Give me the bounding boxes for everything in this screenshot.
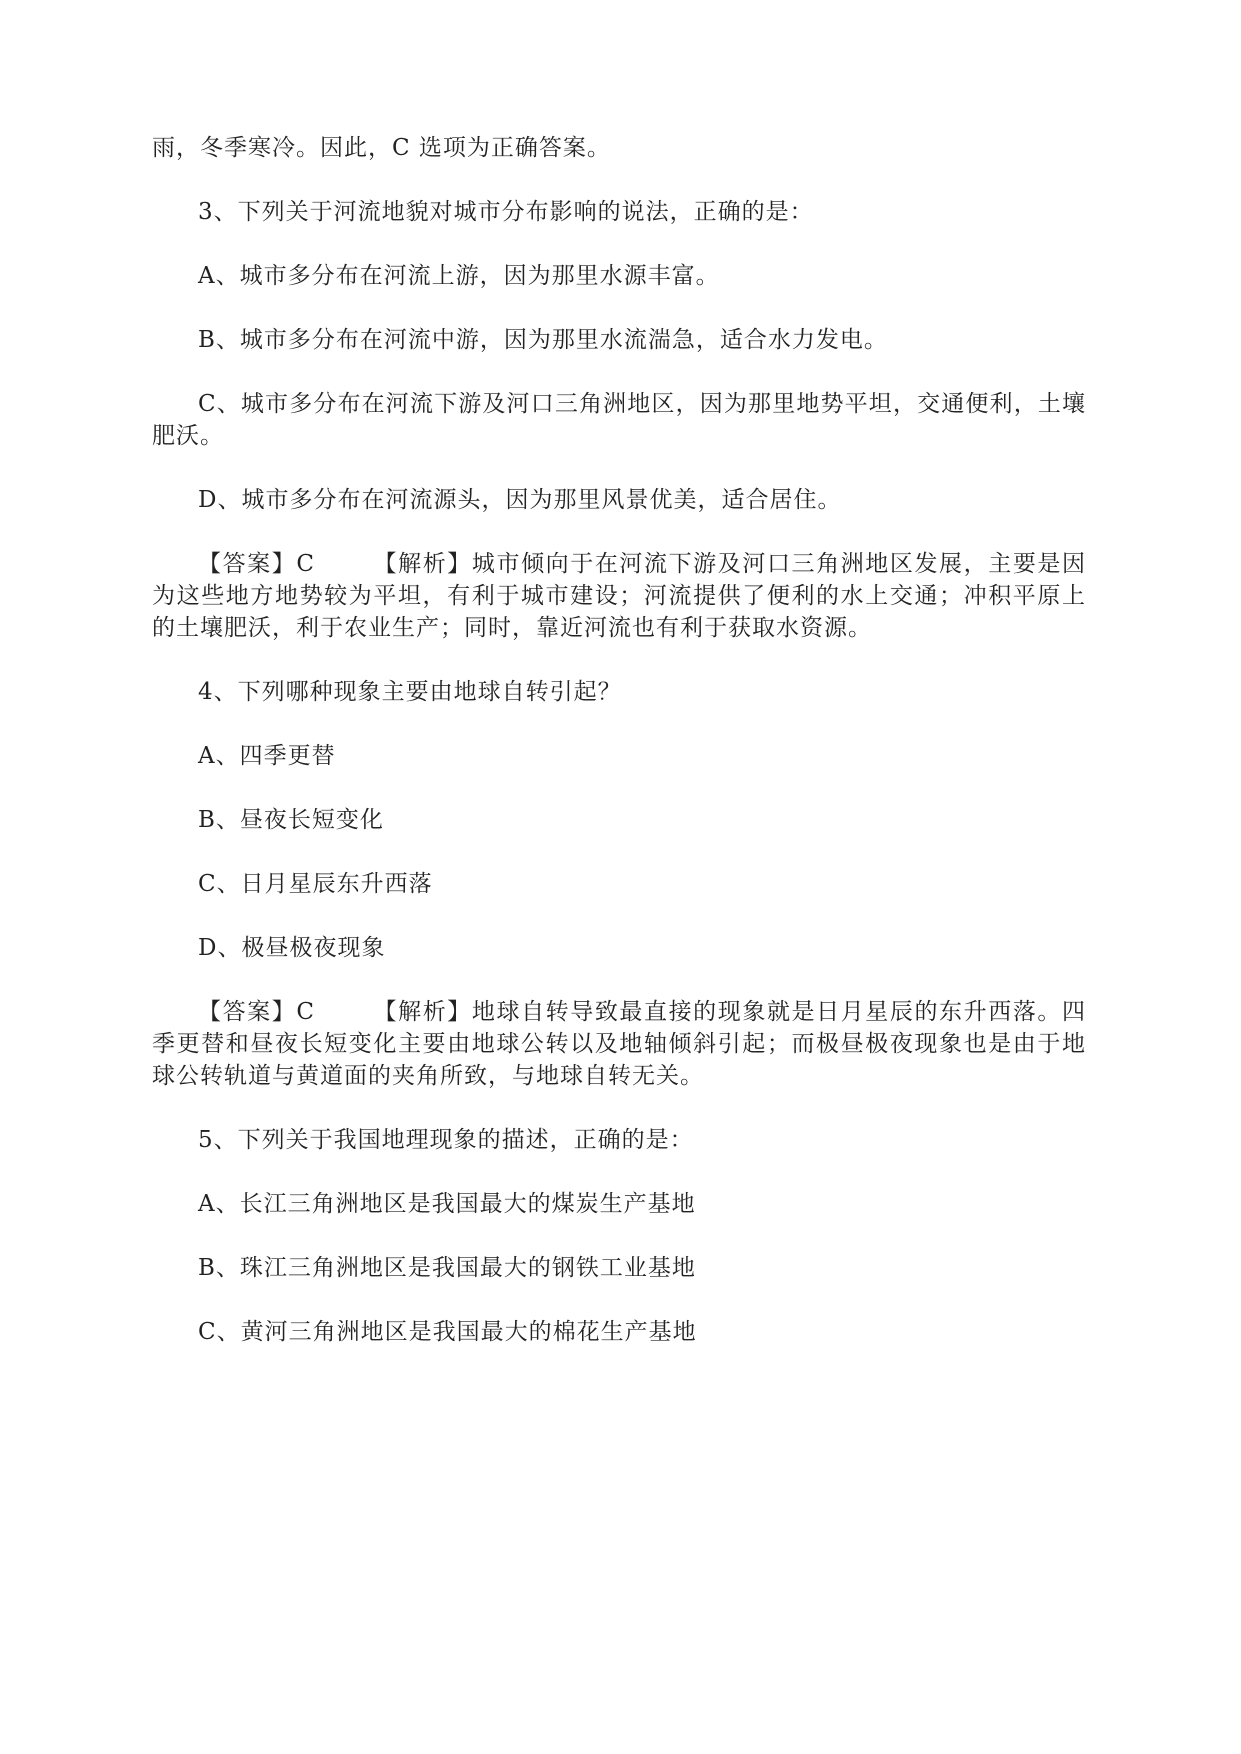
question-3-option-b: B、城市多分布在河流中游，因为那里水流湍急，适合水力发电。	[198, 327, 888, 353]
question-3-option-a: A、城市多分布在河流上游，因为那里水源丰富。	[198, 263, 720, 289]
question-4-stem: 4、下列哪种现象主要由地球自转引起？	[198, 679, 622, 705]
question-3-option-c: C、城市多分布在河流下游及河口三角洲地区，因为那里地势平坦，交通便利，土壤肥沃。	[152, 391, 1086, 449]
question-3-analysis: 【解析】城市倾向于在河流下游及河口三角洲地区发展，主要是因为这些地方地势较为平坦，有利于城市建设；河流提供了便利的水上交通；冲积平原上的土壤肥沃，利于农业生产；同时，靠近河流也有利于获取水资源。	[152, 551, 1086, 641]
question-3-answer: 【答案】C	[198, 551, 315, 577]
question-3-answer-analysis	[152, 548, 1086, 644]
question-4-answer-analysis	[152, 996, 1086, 1092]
question-5-option-b: B、珠江三角洲地区是我国最大的钢铁工业基地	[198, 1255, 696, 1281]
question-5-stem: 5、下列关于我国地理现象的描述，正确的是：	[198, 1127, 694, 1153]
question-4-option-d: D、极昼极夜现象	[198, 935, 386, 961]
question-4-option-c: C、日月星辰东升西落	[198, 871, 433, 897]
question-4-answer: 【答案】C	[198, 999, 315, 1025]
document-body	[152, 132, 1086, 1380]
question-4-analysis: 【解析】地球自转导致最直接的现象就是日月星辰的东升西落。四季更替和昼夜长短变化主要由地球公转以及地轴倾斜引起；而极昼极夜现象也是由于地球公转轨道与黄道面的夹角所致，与地球自转无关。	[152, 999, 1086, 1089]
question-4-option-b: B、昼夜长短变化	[198, 807, 384, 833]
question-3-option-d: D、城市多分布在河流源头，因为那里风景优美，适合居住。	[198, 487, 842, 513]
question-4-option-a: A、四季更替	[198, 743, 336, 769]
paragraph-continuation: 雨，冬季寒冷。因此，C 选项为正确答案。	[152, 135, 611, 161]
question-5-option-c: C、黄河三角洲地区是我国最大的棉花生产基地	[198, 1319, 697, 1345]
question-5-option-a: A、长江三角洲地区是我国最大的煤炭生产基地	[198, 1191, 696, 1217]
question-3-stem: 3、下列关于河流地貌对城市分布影响的说法，正确的是：	[198, 199, 814, 225]
